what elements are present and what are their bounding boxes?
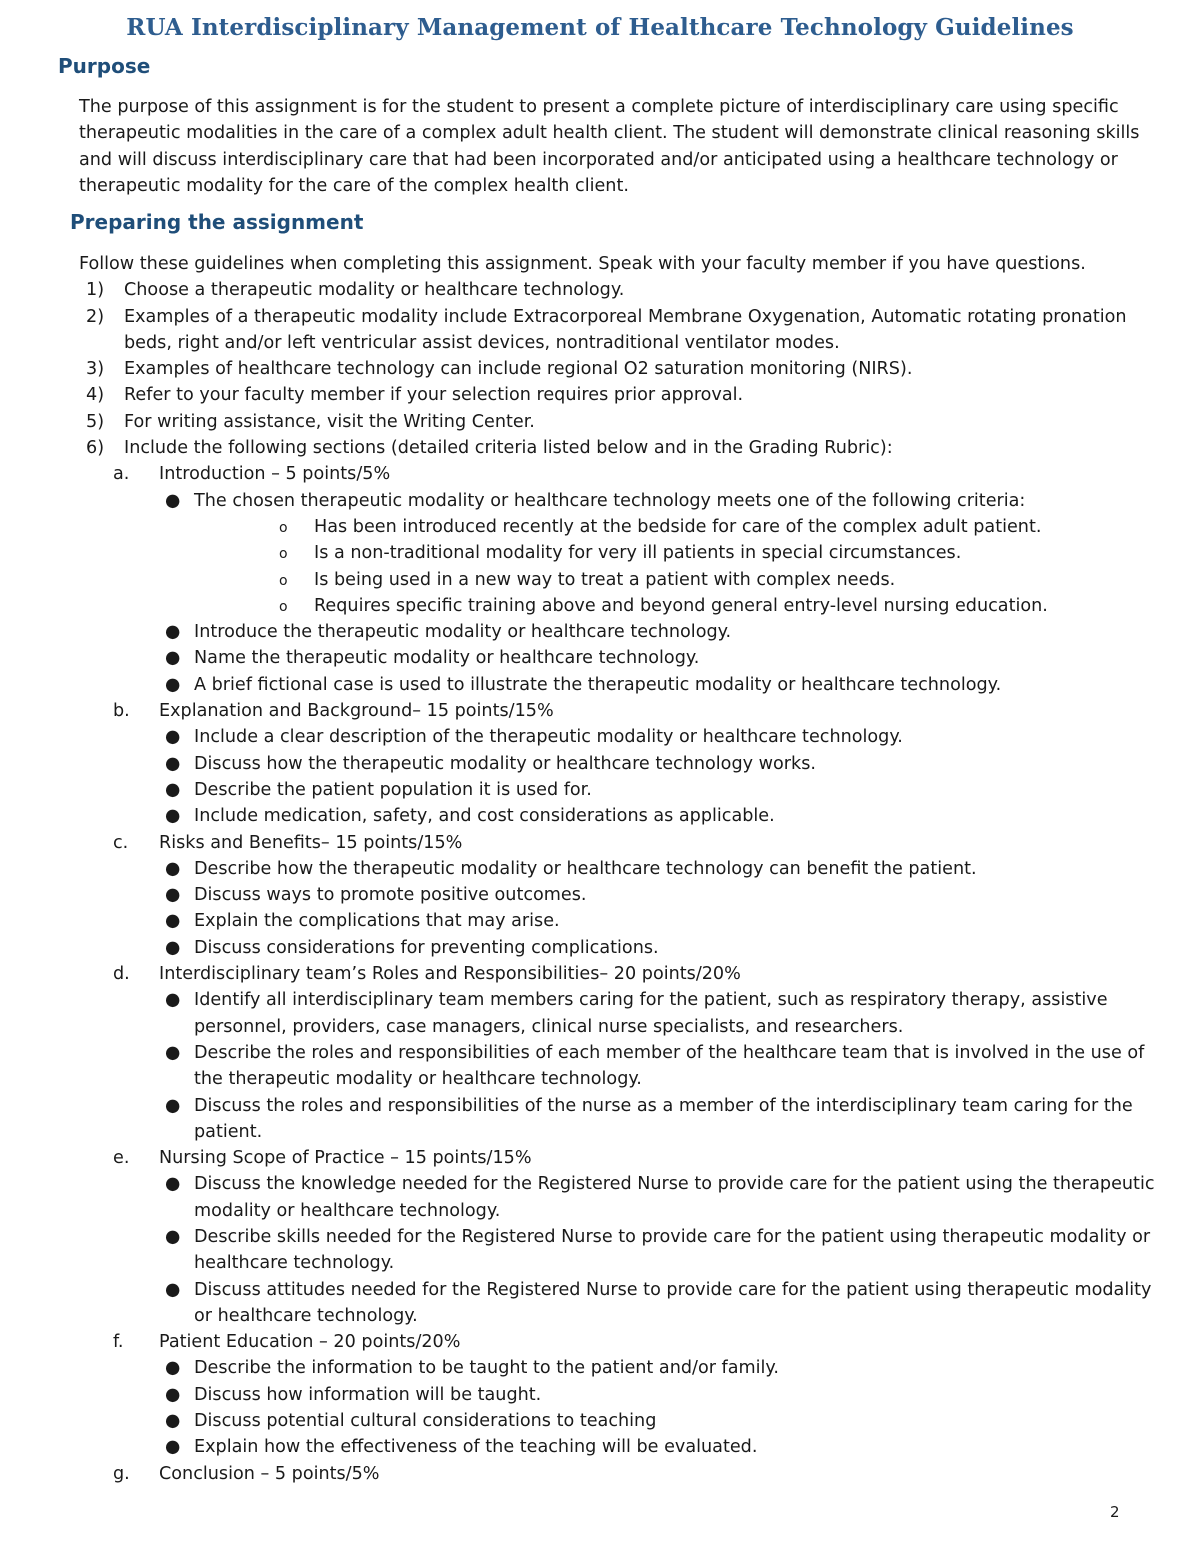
circle-bullet-icon: o (279, 519, 288, 536)
section-introduction (113, 461, 1169, 698)
step-number: 4) (86, 385, 105, 406)
list-item (159, 987, 1169, 1040)
list-item (159, 856, 1169, 882)
section-risks-benefits (113, 830, 1169, 961)
list-item (279, 593, 1169, 619)
document-title: RUA Interdisciplinary Management of Healthcare Technology Guidelines (126, 14, 1074, 41)
step-number: 2) (86, 306, 105, 327)
bullet-text: Discuss potential cultural considerations to teaching (194, 1411, 657, 1432)
bullet-text: Discuss considerations for preventing complications. (194, 937, 659, 958)
bullet-icon: ● (165, 674, 181, 695)
section-letter: d. (113, 964, 130, 985)
sections-list (113, 461, 1169, 1487)
bullet-icon: ● (165, 1279, 181, 1300)
bullet-text: Describe the information to be taught to the patient and/or family. (194, 1358, 779, 1379)
list-item (79, 409, 1169, 435)
preparing-intro: Follow these guidelines when completing this assignment. Speak with your faculty member if you have questions. (79, 254, 1086, 274)
preparing-heading: Preparing the assignment (70, 210, 364, 234)
section-letter: c. (113, 832, 129, 853)
bullet-icon: ● (165, 779, 181, 800)
list-item (159, 645, 1169, 671)
step-number: 3) (86, 359, 105, 380)
section-scope-of-practice (113, 1145, 1169, 1329)
bullet-icon: ● (165, 806, 181, 827)
bullet-icon: ● (165, 622, 181, 643)
bullet-list (159, 1355, 1169, 1460)
step-number: 1) (86, 280, 105, 301)
bullet-text: Include medication, safety, and cost considerations as applicable. (194, 806, 775, 827)
list-item (159, 1382, 1169, 1408)
list-item (159, 1040, 1169, 1093)
bullet-icon: ● (165, 990, 181, 1011)
section-letter: g. (113, 1463, 130, 1484)
page-number: 2 (1110, 1503, 1120, 1521)
list-item (279, 567, 1169, 593)
section-letter: b. (113, 701, 130, 722)
bullet-icon: ● (165, 1095, 181, 1116)
section-letter: f. (113, 1332, 124, 1353)
step-number: 5) (86, 411, 105, 432)
step-text: Examples of healthcare technology can include regional O2 saturation monitoring (NIRS). (124, 359, 913, 380)
section-conclusion (113, 1461, 1169, 1487)
criterion-text: Is a non-traditional modality for very ill patients in special circumstances. (314, 543, 962, 564)
list-item (79, 435, 1169, 1487)
bullet-text: Describe the patient population it is used for. (194, 779, 592, 800)
bullet-icon: ● (165, 858, 181, 879)
purpose-heading: Purpose (58, 54, 151, 78)
list-item (159, 619, 1169, 645)
list-item (159, 777, 1169, 803)
bullet-icon: ● (165, 937, 181, 958)
section-letter: e. (113, 1148, 130, 1169)
list-item (159, 488, 1169, 619)
step-text: Choose a therapeutic modality or healthcare technology. (124, 280, 625, 301)
purpose-paragraph: The purpose of this assignment is for the student to present a complete picture of interdisciplinary care using specific therapeutic modalities in the care of a complex adult health client. The student will demonstrate clinical reasoning skills and will discuss interdisciplinary care that had been incorporated and/or anticipated using a healthcare technology or therapeutic modality for the care of the complex health client. (79, 97, 1140, 196)
bullet-icon: ● (165, 1042, 181, 1063)
list-item (159, 1355, 1169, 1381)
circle-bullet-icon: o (279, 572, 288, 589)
list-item (79, 382, 1169, 408)
criteria-list (279, 514, 1169, 619)
bullet-text: Introduce the therapeutic modality or healthcare technology. (194, 622, 732, 643)
section-title: Interdisciplinary team’s Roles and Responsibilities– 20 points/20% (159, 964, 741, 985)
section-letter: a. (113, 464, 130, 485)
bullet-text: Describe how the therapeutic modality or healthcare technology can benefit the patient. (194, 858, 977, 879)
bullet-icon: ● (165, 1437, 181, 1458)
bullet-text: Discuss ways to promote positive outcomes. (194, 885, 587, 906)
step-number: 6) (86, 438, 105, 459)
bullet-text: Name the therapeutic modality or healthcare technology. (194, 648, 700, 669)
section-explanation (113, 698, 1169, 829)
step-text: For writing assistance, visit the Writing Center. (124, 411, 535, 432)
list-item (159, 1277, 1169, 1330)
bullet-list (159, 488, 1169, 698)
bullet-icon: ● (165, 911, 181, 932)
list-item (159, 751, 1169, 777)
circle-bullet-icon: o (279, 598, 288, 615)
list-item (159, 1434, 1169, 1460)
section-title: Conclusion – 5 points/5% (159, 1463, 380, 1484)
bullet-text: Explain how the effectiveness of the teaching will be evaluated. (194, 1437, 758, 1458)
bullet-icon: ● (165, 753, 181, 774)
section-team-roles (113, 961, 1169, 1145)
list-item (159, 882, 1169, 908)
bullet-icon: ● (165, 1358, 181, 1379)
bullet-icon: ● (165, 490, 181, 511)
list-item (159, 908, 1169, 934)
list-item (279, 540, 1169, 566)
list-item (159, 1171, 1169, 1224)
section-title: Explanation and Background– 15 points/15% (159, 701, 554, 722)
list-item (159, 1224, 1169, 1277)
list-item (159, 672, 1169, 698)
bullet-icon: ● (165, 885, 181, 906)
section-title: Nursing Scope of Practice – 15 points/15% (159, 1148, 532, 1169)
bullet-icon: ● (165, 1226, 181, 1247)
section-patient-education (113, 1329, 1169, 1460)
bullet-text: Explain the complications that may arise. (194, 911, 560, 932)
bullet-text: Discuss how information will be taught. (194, 1384, 542, 1405)
criterion-text: Is being used in a new way to treat a patient with complex needs. (314, 569, 896, 590)
list-item (79, 356, 1169, 382)
circle-bullet-icon: o (279, 546, 288, 563)
list-item (159, 935, 1169, 961)
list-item (159, 1093, 1169, 1146)
bullet-text: Describe the roles and responsibilities of each member of the healthcare team that is involved in the use of the therapeutic modality or healthcare technology. (194, 1042, 1145, 1090)
section-title: Patient Education – 20 points/20% (159, 1332, 461, 1353)
bullet-icon: ● (165, 1411, 181, 1432)
bullet-text: The chosen therapeutic modality or healthcare technology meets one of the following criteria: (194, 490, 1026, 511)
step-text: Refer to your faculty member if your selection requires prior approval. (124, 385, 744, 406)
section-title: Risks and Benefits– 15 points/15% (159, 832, 463, 853)
section-title: Introduction – 5 points/5% (159, 464, 391, 485)
bullet-text: Identify all interdisciplinary team members caring for the patient, such as respiratory therapy, assistive personnel, providers, case managers, clinical nurse specialists, and researchers. (194, 990, 1108, 1037)
bullet-text: Include a clear description of the therapeutic modality or healthcare technology. (194, 727, 903, 748)
step-text: Include the following sections (detailed criteria listed below and in the Grading Rubric): (124, 438, 893, 459)
bullet-icon: ● (165, 648, 181, 669)
bullet-text: Discuss the roles and responsibilities of the nurse as a member of the interdisciplinary team caring for the patient. (194, 1095, 1133, 1142)
list-item (159, 724, 1169, 750)
bullet-text: Discuss how the therapeutic modality or healthcare technology works. (194, 753, 816, 774)
bullet-icon: ● (165, 1174, 181, 1195)
steps-list (79, 277, 1169, 1487)
bullet-text: Discuss attitudes needed for the Registered Nurse to provide care for the patient using therapeutic modality or healthcare technology. (194, 1279, 1152, 1326)
bullet-text: A brief fictional case is used to illustrate the therapeutic modality or healthcare technology. (194, 674, 1002, 695)
bullet-list (159, 987, 1169, 1145)
step-text: Examples of a therapeutic modality include Extracorporeal Membrane Oxygenation, Automatic rotating pronation beds, right and/or left ventricular assist devices, nontraditional ventilator modes. (124, 306, 1127, 353)
list-item (79, 304, 1169, 357)
bullet-text: Discuss the knowledge needed for the Registered Nurse to provide care for the patient using the therapeutic modality or healthcare technology. (194, 1174, 1155, 1221)
bullet-list (159, 856, 1169, 961)
criterion-text: Requires specific training above and beyond general entry-level nursing education. (314, 595, 1048, 616)
criterion-text: Has been introduced recently at the bedside for care of the complex adult patient. (314, 516, 1042, 537)
bullet-list (159, 1171, 1169, 1329)
bullet-text: Describe skills needed for the Registered Nurse to provide care for the patient using therapeutic modality or healthcare technology. (194, 1226, 1151, 1274)
bullet-list (159, 724, 1169, 829)
preparing-body (79, 251, 1169, 1487)
list-item (159, 803, 1169, 829)
list-item (159, 1408, 1169, 1434)
list-item (79, 277, 1169, 303)
bullet-icon: ● (165, 727, 181, 748)
list-item (279, 514, 1169, 540)
bullet-icon: ● (165, 1384, 181, 1405)
